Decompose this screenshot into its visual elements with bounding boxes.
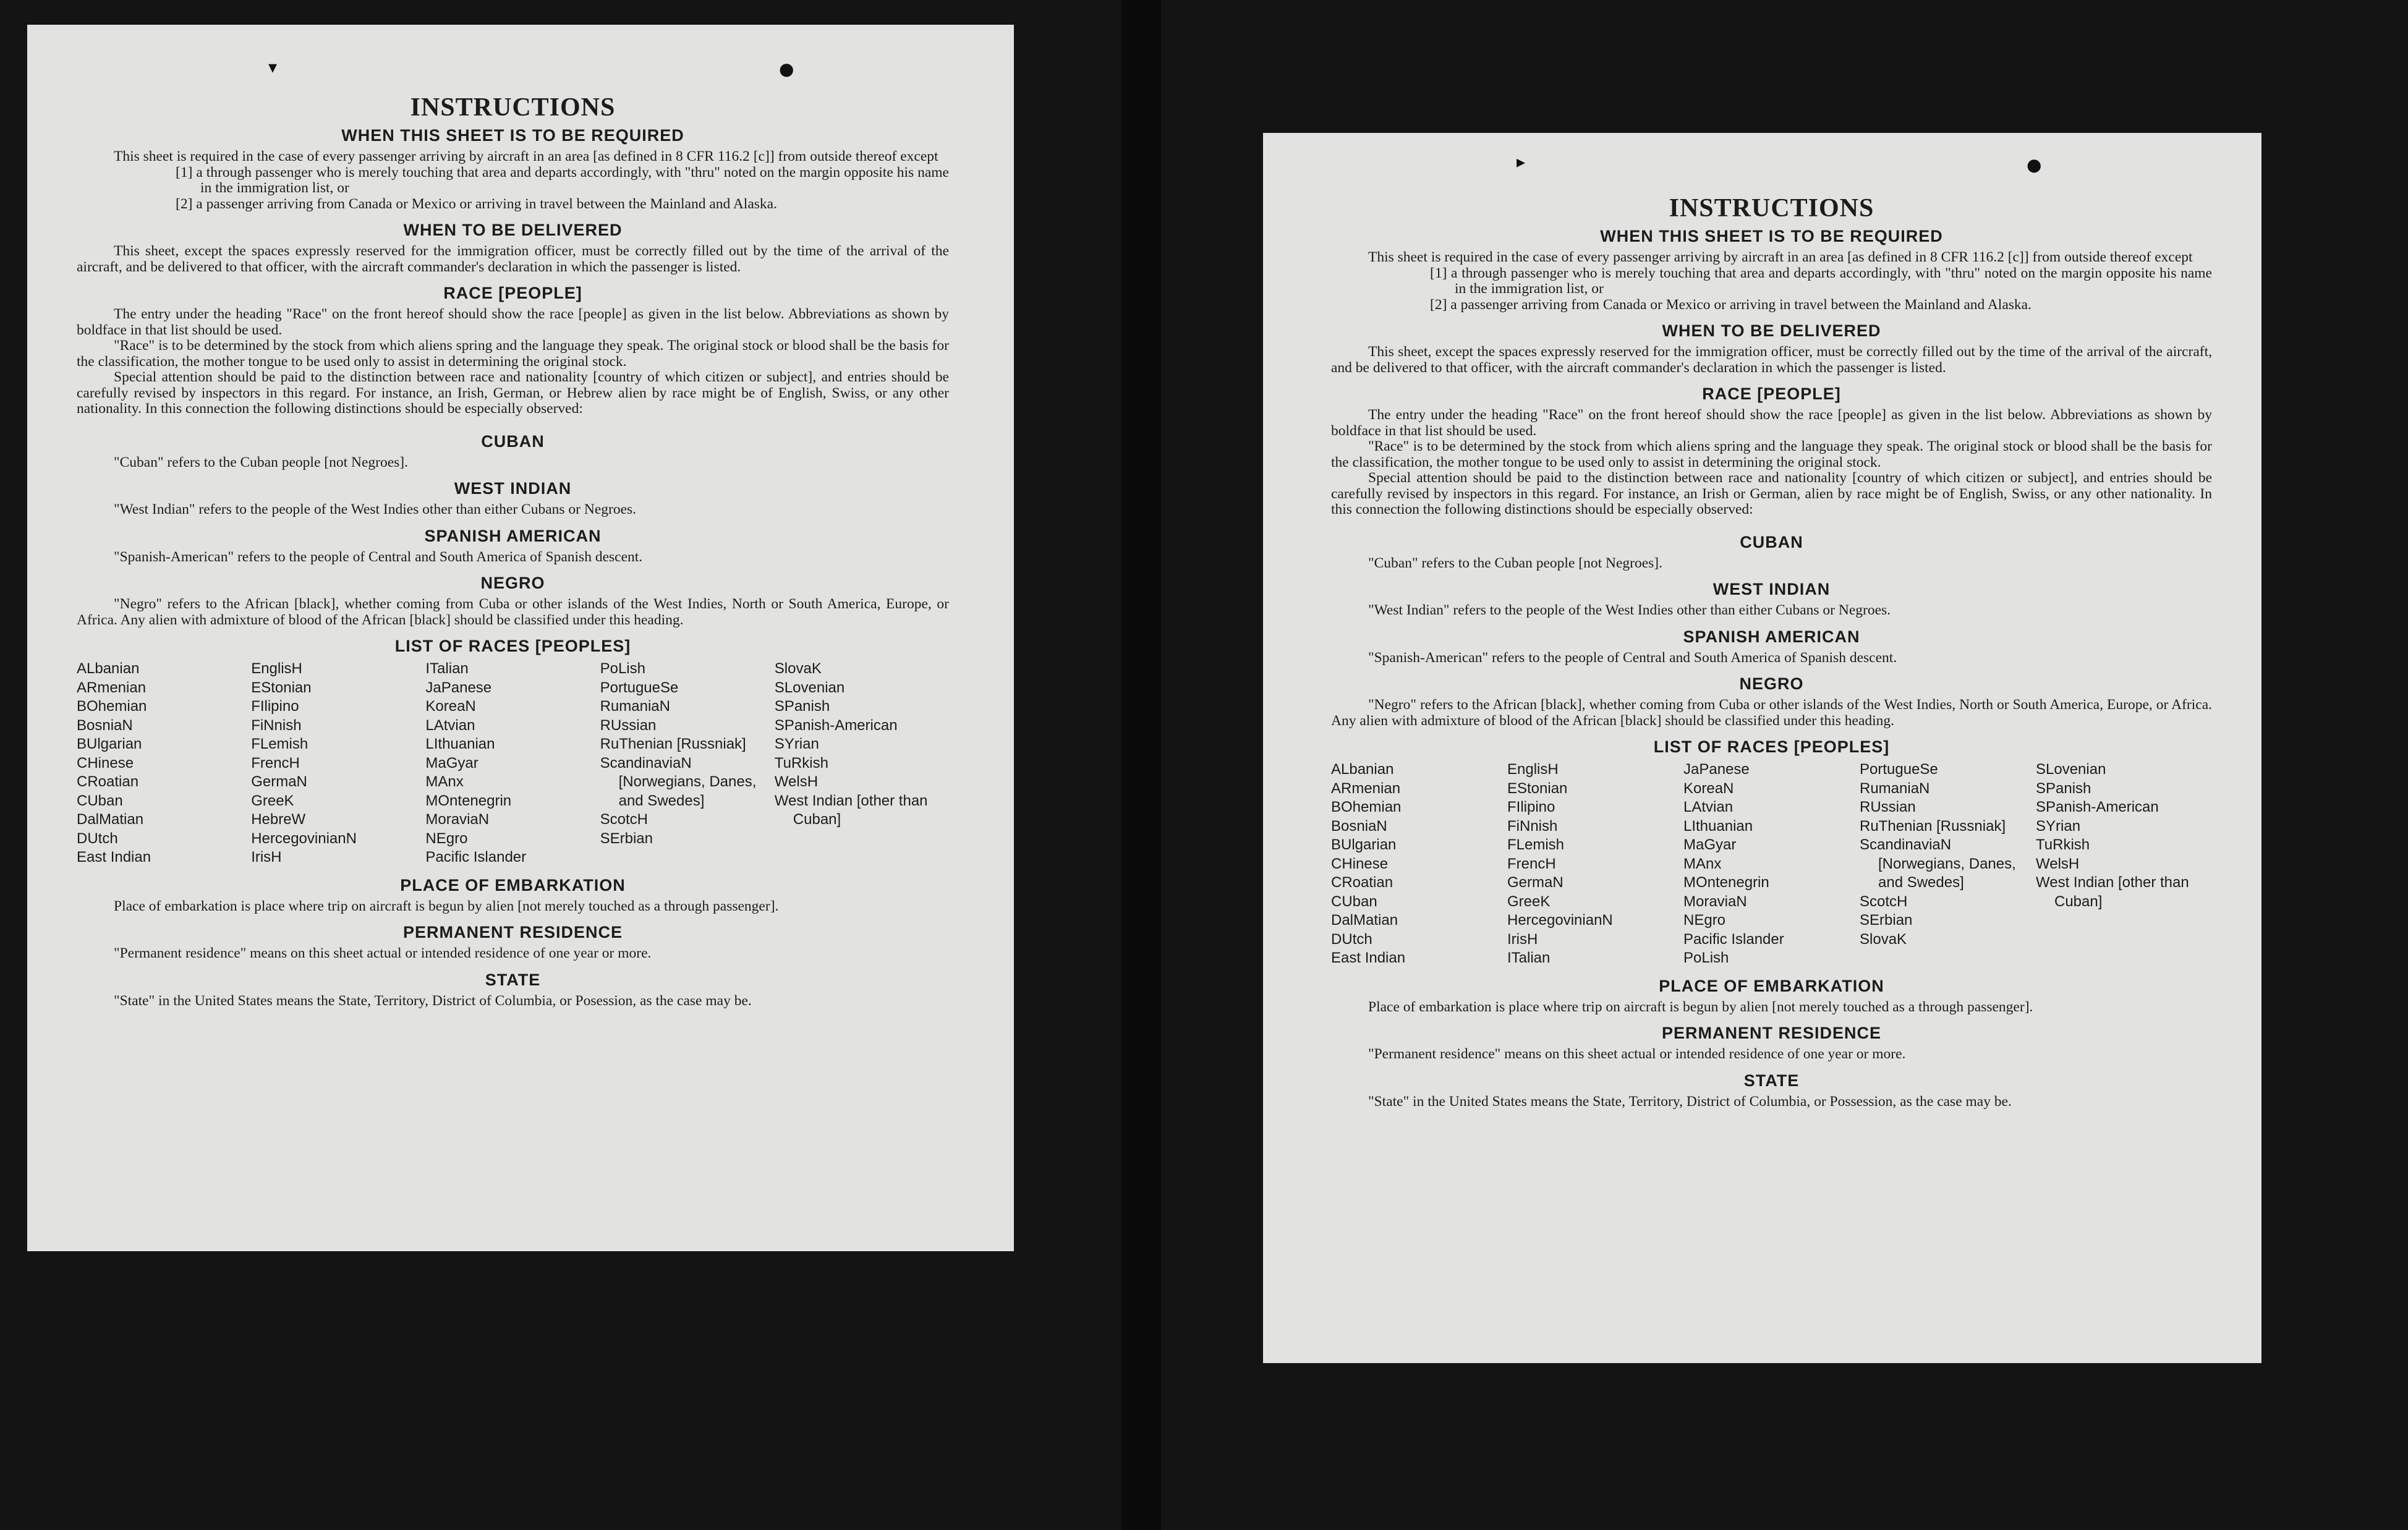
race-entry: NEgro — [1683, 912, 1726, 929]
race-column — [1507, 760, 1683, 968]
race-entry: EnglisH — [1507, 761, 1559, 778]
punch-mark: ● — [2027, 155, 2042, 175]
race-entry: FiNnish — [251, 716, 302, 734]
race-entry: SlovaK — [774, 660, 822, 677]
race-entry: IrisH — [1507, 930, 1538, 948]
race-entry: EStonian — [1507, 780, 1568, 797]
race-entry: DUtch — [1331, 930, 1372, 948]
paragraph: Special attention should be paid to the distinction between race and nationality [country of which citizen or subject], and entries should be carefully revised by inspectors in this regard. For instance, an Irish, German, or Hebrew alien by race might be of English, Swiss, or any other nationality. In this connection the following distinctions should be especially observed: — [77, 369, 949, 417]
race-entry: ScandinaviaN [Norwegians, Danes, and Swedes] — [1860, 836, 2016, 891]
race-entry: DalMatian — [1331, 912, 1398, 929]
paragraph: Place of embarkation is place where trip on aircraft is begun by alien [not merely touched as a through passenger]. — [1368, 998, 2033, 1015]
paragraph: "Cuban" refers to the Cuban people [not Negroes]. — [1368, 555, 1662, 571]
paragraph: "West Indian" refers to the people of the West Indies other than either Cubans or Negroes. — [1368, 602, 1891, 618]
race-entry: MOntenegrin — [1683, 874, 1769, 891]
race-column — [1860, 760, 2036, 968]
paragraph: "Race" is to be determined by the stock from which aliens spring and the language they speak. The original stock or blood shall be the basis for the classification, the mother tongue to be used only to assist in determining the original stock. — [1331, 438, 2212, 470]
race-entry: ARmenian — [77, 679, 147, 696]
instruction-sheet-right — [1263, 133, 2261, 1363]
race-entry: PoLish — [1683, 950, 1729, 966]
paragraph: "Spanish-American" refers to the people of Central and South America of Spanish descent. — [114, 548, 643, 565]
punch-mark: ● — [779, 59, 794, 79]
section-heading: WEST INDIAN — [1712, 580, 1831, 598]
paragraph: This sheet is required in the case of every passenger arriving by aircraft in an area [as defined in 8 CFR 116.2 [c]] from outside thereof except — [1368, 249, 2193, 265]
paragraph: "West Indian" refers to the people of the West Indies other than either Cubans or Negroes. — [114, 501, 637, 517]
race-entry: CRoatian — [1331, 874, 1393, 891]
race-column — [425, 660, 600, 867]
race-entry: HercegovinianN — [1507, 912, 1613, 929]
race-entry: RumaniaN — [1860, 780, 1930, 797]
paragraph: "Race" is to be determined by the stock from which aliens spring and the language they speak. The original stock or blood shall be the basis for the classification, the mother tongue to be used only to assist in determining the original stock. — [77, 338, 949, 370]
section-heading: PERMANENT RESIDENCE — [402, 923, 623, 941]
section-heading: NEGRO — [480, 574, 545, 592]
race-entry: Pacific Islander — [1683, 930, 1784, 948]
race-entry: BOhemian — [1331, 799, 1402, 815]
paragraph: Place of embarkation is place where trip on aircraft is begun by alien [not merely touched as a through passenger]. — [114, 898, 779, 914]
race-entry: MoraviaN — [1683, 893, 1747, 910]
race-column — [775, 660, 949, 867]
section-heading: WHEN TO BE DELIVERED — [403, 221, 623, 239]
list-item: [2] a passenger arriving from Canada or Mexico or arriving in travel between the Mainland and Alaska. — [176, 195, 777, 212]
race-entry: SLovenian — [2036, 761, 2106, 778]
race-entry: SPanish-American — [774, 716, 898, 734]
race-entry: GermaN — [251, 773, 307, 790]
race-entry: MoraviaN — [425, 811, 490, 828]
race-entry: ScotcH — [1860, 893, 1908, 910]
race-entry: RUssian — [1860, 799, 1916, 815]
race-entry: HercegovinianN — [251, 830, 357, 847]
race-entry: SErbian — [600, 830, 653, 847]
page-title: INSTRUCTIONS — [410, 93, 616, 122]
paragraph: "Cuban" refers to the Cuban people [not Negroes]. — [114, 454, 408, 470]
race-entry: RuThenian [Russniak] — [600, 736, 746, 752]
race-entry: SPanish-American — [2036, 799, 2159, 815]
race-entry: SYrian — [774, 736, 819, 752]
race-entry: West Indian [other than Cuban] — [2036, 874, 2189, 910]
race-column — [1683, 760, 1860, 968]
race-entry: DalMatian — [77, 811, 144, 828]
race-entry: MAnx — [425, 773, 464, 790]
race-entry: ScandinaviaN [Norwegians, Danes, and Swedes] — [600, 754, 757, 809]
race-entry: HebreW — [251, 811, 306, 828]
race-entry: CUban — [1331, 893, 1377, 910]
section-heading: SPANISH AMERICAN — [1683, 627, 1860, 646]
race-entry: Pacific Islander — [425, 849, 527, 865]
race-entry: CUban — [77, 792, 123, 809]
race-entry: FLemish — [251, 736, 308, 752]
race-entry: DUtch — [77, 830, 118, 847]
race-entry: LAtvian — [1683, 799, 1734, 815]
paragraph: The entry under the heading "Race" on the front hereof should show the race [people] as given in the list below. Abbreviations as shown by boldface in that list should be used. — [1331, 407, 2212, 439]
paragraph: "State" in the United States means the State, Territory, District of Columbia, or Posession, as the case may be. — [114, 992, 752, 1009]
race-entry: SLovenian — [774, 679, 845, 696]
race-entry: East Indian — [1331, 950, 1406, 966]
race-entry: TuRkish — [774, 754, 828, 771]
race-entry: EnglisH — [251, 660, 302, 677]
race-entry: PortugueSe — [600, 679, 679, 696]
race-entry: SYrian — [2036, 817, 2081, 835]
paragraph: This sheet is required in the case of every passenger arriving by aircraft in an area [as defined in 8 CFR 116.2 [c]] from outside thereof except — [114, 148, 938, 164]
race-entry: ScotcH — [600, 811, 648, 828]
race-entry: BosniaN — [1331, 817, 1387, 835]
race-entry: RumaniaN — [600, 698, 670, 715]
race-entry: FrencH — [1507, 855, 1556, 872]
scan-divider — [1121, 0, 1161, 1530]
race-entry: NEgro — [425, 830, 468, 847]
race-entry: MAnx — [1683, 855, 1722, 872]
section-heading: STATE — [1743, 1071, 1800, 1090]
race-entry: RUssian — [600, 716, 657, 734]
list-item: [2] a passenger arriving from Canada or Mexico or arriving in travel between the Mainland and Alaska. — [1430, 296, 2031, 313]
race-entry: FLemish — [1507, 836, 1565, 853]
race-entry: FrencH — [251, 754, 300, 771]
race-entry: PortugueSe — [1860, 761, 1938, 778]
race-entry: CHinese — [1331, 855, 1389, 872]
race-entry: BUlgarian — [77, 736, 142, 752]
race-entry: West Indian [other than Cuban] — [774, 792, 928, 828]
race-entry: BOhemian — [77, 698, 147, 715]
race-entry: GreeK — [1507, 893, 1551, 910]
punch-mark: ▸ — [1517, 151, 1526, 172]
race-entry: BosniaN — [77, 716, 133, 734]
race-entry: GreeK — [251, 792, 294, 809]
paragraph: "State" in the United States means the State, Territory, District of Columbia, or Possession, as the case may be. — [1368, 1093, 2012, 1110]
page-title: INSTRUCTIONS — [1669, 194, 1874, 223]
punch-mark: ▾ — [268, 57, 278, 77]
paragraph: This sheet, except the spaces expressly reserved for the immigration officer, must be correctly filled out by the time of the arrival of the aircraft, and be delivered to that officer, with the aircraft commander's declaration in which the passenger is listed. — [1331, 344, 2212, 376]
race-entry: SPanish — [774, 698, 830, 715]
section-heading: PLACE OF EMBARKATION — [1659, 976, 1884, 995]
race-list — [1331, 760, 2212, 968]
section-heading: CUBAN — [1740, 532, 1803, 551]
section-heading: LIST OF RACES [PEOPLES] — [394, 637, 631, 655]
list-item: [1] a through passenger who is merely touching that area and departs accordingly, with "thru" noted on the margin opposite his name in the immigration list, or — [1430, 265, 2212, 297]
race-entry: CRoatian — [77, 773, 139, 790]
paragraph: "Permanent residence" means on this sheet actual or intended residence of one year or more. — [1368, 1046, 1906, 1062]
section-heading: LIST OF RACES [PEOPLES] — [1653, 737, 1890, 756]
paragraph: This sheet, except the spaces expressly reserved for the immigration officer, must be correctly filled out by the time of the arrival of the aircraft, and be delivered to that officer, with the aircraft commander's declaration in which the passenger is listed. — [77, 243, 949, 275]
paragraph: "Negro" refers to the African [black], whether coming from Cuba or other islands of the West Indies, North or South America, Europe, or Africa. Any alien with admixture of blood of the African [black] should be classified under this heading. — [77, 596, 949, 628]
race-entry: IrisH — [251, 849, 282, 865]
race-column — [251, 660, 425, 867]
race-entry: MOntenegrin — [425, 792, 512, 809]
race-column — [77, 660, 251, 867]
race-entry: TuRkish — [2036, 836, 2090, 853]
race-entry: KoreaN — [425, 698, 476, 715]
race-entry: WelsH — [2036, 855, 2080, 872]
paragraph: "Negro" refers to the African [black], whether coming from Cuba or other islands of the West Indies, North or South America, Europe, or Africa. Any alien with admixture of blood of the African [black] should be classified under this heading. — [1331, 697, 2212, 729]
section-heading: WHEN THIS SHEET IS TO BE REQUIRED — [341, 126, 684, 145]
section-heading: RACE [PEOPLE] — [1702, 385, 1841, 403]
section-heading: WEST INDIAN — [454, 479, 572, 498]
race-entry: WelsH — [774, 773, 819, 790]
paragraph: Special attention should be paid to the distinction between race and nationality [country of which citizen or subject], and entries should be carefully revised by inspectors in this regard. For instance, an Irish or German, alien by race might be of English, Swiss, or any other nationality. In this connection the following distinctions should be especially observed: — [1331, 470, 2212, 517]
race-entry: JaPanese — [1683, 761, 1750, 778]
race-entry: JaPanese — [425, 679, 492, 696]
race-entry: East Indian — [77, 849, 151, 865]
section-heading: WHEN THIS SHEET IS TO BE REQUIRED — [1600, 227, 1943, 245]
race-entry: LIthuanian — [1683, 817, 1753, 835]
race-entry: GermaN — [1507, 874, 1563, 891]
race-entry: MaGyar — [1683, 836, 1737, 853]
list-item: [1] a through passenger who is merely touching that area and departs accordingly, with "thru" noted on the margin opposite his name in the immigration list, or — [176, 164, 949, 196]
race-entry: MaGyar — [425, 754, 479, 771]
race-entry: BUlgarian — [1331, 836, 1397, 853]
paragraph: "Permanent residence" means on this sheet actual or intended residence of one year or more. — [114, 945, 652, 961]
race-entry: FIlipino — [1507, 799, 1555, 815]
race-entry: PoLish — [600, 660, 645, 677]
race-column — [2036, 760, 2212, 968]
section-heading: RACE [PEOPLE] — [443, 284, 582, 302]
race-entry: EStonian — [251, 679, 312, 696]
section-heading: PERMANENT RESIDENCE — [1661, 1024, 1882, 1042]
section-heading: CUBAN — [481, 431, 545, 451]
section-heading: STATE — [485, 970, 541, 989]
race-entry: SPanish — [2036, 780, 2091, 797]
race-entry: SErbian — [1860, 912, 1913, 929]
section-heading: PLACE OF EMBARKATION — [400, 875, 626, 895]
race-entry: FIlipino — [251, 698, 299, 715]
race-entry: ALbanian — [1331, 761, 1394, 778]
race-entry: FiNnish — [1507, 817, 1558, 835]
race-column — [600, 660, 775, 867]
paragraph: "Spanish-American" refers to the people of Central and South America of Spanish descent. — [1368, 649, 1897, 666]
race-entry: ALbanian — [77, 660, 140, 677]
section-heading: SPANISH AMERICAN — [424, 526, 602, 545]
paragraph: The entry under the heading "Race" on the front hereof should show the race [people] as given in the list below. Abbreviations as shown by boldface in that list should be used. — [77, 306, 949, 338]
race-column — [1331, 760, 1507, 968]
race-entry: ITalian — [1507, 950, 1551, 966]
race-entry: KoreaN — [1683, 780, 1734, 797]
race-entry: SlovaK — [1860, 930, 1907, 948]
race-entry: ARmenian — [1331, 780, 1401, 797]
instruction-sheet-left — [27, 25, 1014, 1251]
race-entry: ITalian — [425, 660, 469, 677]
race-list — [77, 660, 949, 867]
race-entry: LIthuanian — [425, 736, 495, 752]
race-entry: RuThenian [Russniak] — [1860, 817, 2006, 835]
race-entry: CHinese — [77, 754, 134, 771]
section-heading: WHEN TO BE DELIVERED — [1662, 321, 1881, 340]
section-heading: NEGRO — [1739, 674, 1804, 693]
race-entry: LAtvian — [425, 716, 475, 734]
